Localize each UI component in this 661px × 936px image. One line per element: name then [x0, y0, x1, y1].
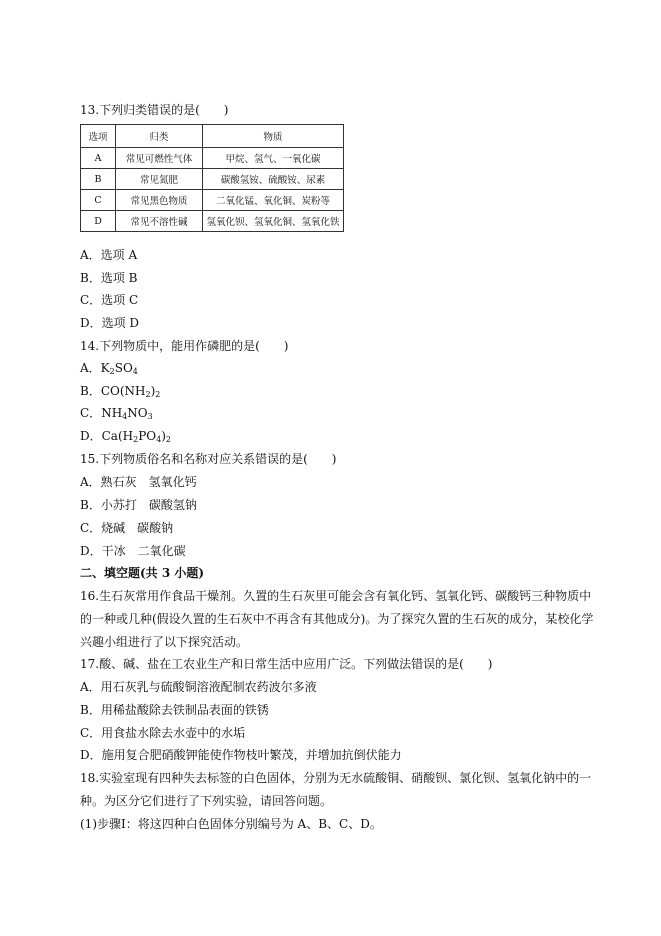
table-cell: 常见可燃性气体: [116, 148, 203, 169]
table-cell: D: [81, 211, 116, 232]
q15-option-d: D．干冰 二氧化碳: [80, 544, 186, 558]
q13-option-d: D．选项 D: [80, 316, 140, 330]
q16-line: 兴趣小组进行了以下探究活动。: [80, 635, 249, 649]
q17-option-a: A．用石灰乳与硫酸铜溶液配制农药波尔多液: [80, 680, 317, 694]
chemical-formula: $Ca(H_2PO_4)_2$: [101, 429, 171, 444]
q17-option-d: D．施用复合肥硝酸钾能使作物枝叶繁茂，并增加抗倒伏能力: [80, 748, 402, 762]
q15-stem: 15.下列物质俗名和名称对应关系错误的是( ): [80, 452, 337, 466]
table-cell: 二氧化锰、氧化铜、炭粉等: [203, 190, 344, 211]
option-label: C．: [80, 406, 102, 420]
table-cell: 常见不溶性碱: [116, 211, 203, 232]
q13-stem: 13.下列归类错误的是( ): [80, 103, 229, 117]
q13-option-c: C．选项 C: [80, 293, 139, 307]
q17-option-c: C．用食盐水除去水壶中的水垢: [80, 726, 246, 740]
option-label: D．: [80, 429, 102, 443]
q17-stem: 17.酸、碱、盐在工农业生产和日常生活中应用广泛。下列做法错误的是( ): [80, 657, 493, 671]
table-row: [81, 148, 344, 169]
q18-line: (1)步骤Ⅰ：将这四种白色固体分别编号为 A、B、C、D。: [80, 817, 382, 831]
chemical-formula: $NH_4NO_3$: [101, 406, 153, 421]
q15-option-a: A．熟石灰 氢氧化钙: [80, 475, 197, 489]
table-cell: 甲烷、氢气、一氧化碳: [203, 148, 344, 169]
q14-option-c: [80, 405, 153, 425]
q14-option-a: [80, 360, 138, 380]
q16-line: 的一种或几种(假设久置的生石灰中不再含有其他成分)。为了探究久置的生石灰的成分，某校化学: [80, 612, 594, 626]
table-cell: 氢氧化钡、氢氧化铜、氢氧化铁: [203, 211, 344, 232]
table-header-row: [81, 125, 344, 148]
q13-classification-table: [80, 124, 344, 232]
chemical-formula: $K_2SO_4$: [100, 361, 138, 376]
table-row: [81, 169, 344, 190]
chemical-formula: $CO(NH_2)_2$: [100, 384, 161, 399]
q15-option-b: B．小苏打 碳酸氢钠: [80, 498, 197, 512]
table-header-cell: 物质: [203, 125, 344, 148]
table-cell: 碳酸氢铵、硫酸铵、尿素: [203, 169, 344, 190]
table-row: [81, 211, 344, 232]
section-heading: 二、填空题(共 3 小题): [80, 566, 205, 580]
table-row: [81, 190, 344, 211]
q13-option-a: A．选项 A: [80, 248, 138, 262]
table-header-cell: 归类: [116, 125, 203, 148]
table-cell: B: [81, 169, 116, 190]
q18-line: 种。为区分它们进行了下列实验，请回答问题。: [80, 794, 333, 808]
q18-line: 18.实验室现有四种失去标签的白色固体，分别为无水硫酸铜、硝酸钡、氯化钡、氢氧化钠中的一: [80, 771, 592, 785]
option-label: A．: [80, 361, 101, 375]
table-header-cell: 选项: [81, 125, 116, 148]
q17-option-b: B．用稀盐酸除去铁制品表面的铁锈: [80, 703, 269, 717]
q16-line: 16.生石灰常用作食品干燥剂。久置的生石灰里可能会含有氧化钙、氢氧化钙、碳酸钙三种物质中: [80, 589, 592, 603]
q14-stem: 14.下列物质中，能用作磷肥的是( ): [80, 339, 289, 353]
table-cell: 常见黑色物质: [116, 190, 203, 211]
table-cell: 常见氮肥: [116, 169, 203, 190]
table-cell: A: [81, 148, 116, 169]
table-cell: C: [81, 190, 116, 211]
q13-option-b: B．选项 B: [80, 271, 138, 285]
q14-option-b: [80, 383, 160, 403]
q14-option-d: [80, 428, 171, 448]
option-label: B．: [80, 384, 101, 398]
q15-option-c: C．烧碱 碳酸钠: [80, 521, 174, 535]
